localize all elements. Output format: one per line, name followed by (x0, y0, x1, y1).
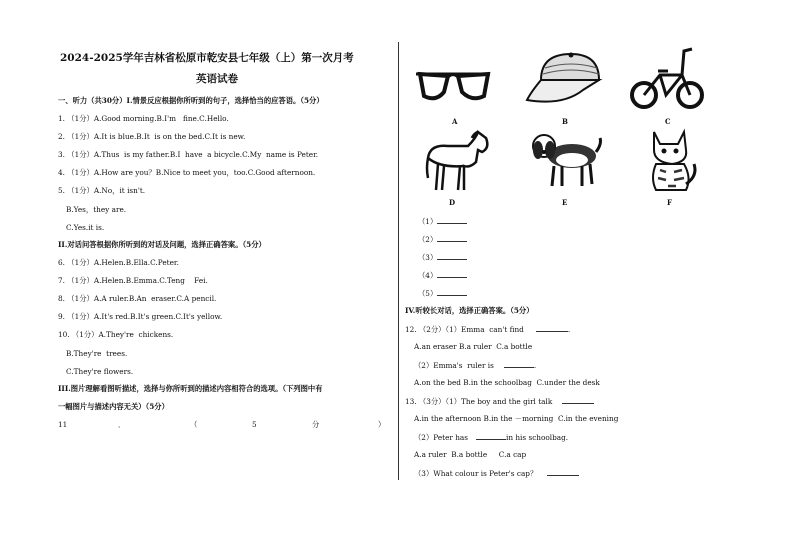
question-8: 8. （1分）A.A ruler.B.An eraser.C.A pencil. (58, 294, 217, 303)
question-9: 9. （1分）A.It's red.B.It's green.C.It's yellow. (58, 312, 223, 321)
question-5-option-b: B.Yes，they are. (66, 205, 127, 214)
question-6: 6. （1分）A.Helen.B.Ella.C.Peter. (58, 258, 179, 267)
question-10: 10. （1分）A.They're chickens. (58, 330, 174, 339)
question-13-part-2: （2）Peter has in his schoolbag. (414, 433, 569, 442)
image-label-d: D (449, 198, 456, 207)
question-13: 13. （3分）（1）The boy and the girl talk (405, 396, 594, 406)
question-12: 12. （2分）（1）Emma can't find . (405, 325, 571, 334)
question-11-unit: 分 (312, 420, 320, 429)
glasses-icon (414, 66, 492, 106)
question-12-part-2: （2）Emma's ruler is . (414, 361, 537, 370)
exam-title: 2024-2025学年吉林省松原市乾安县七年级（上）第一次月考 (60, 52, 354, 64)
cat-icon (644, 128, 700, 194)
image-label-e: E (562, 198, 568, 207)
question-12-options-2: A.on the bed B.in the schoolbag C.under the desk (414, 378, 600, 387)
question-1: 1. （1分）A.Good morning.B.I'm fine.C.Hello. (58, 114, 229, 123)
question-5-option-c: C.Yes.it is. (66, 223, 105, 232)
answer-blank-3: （3） (418, 252, 467, 262)
column-divider (398, 42, 399, 480)
question-10-option-b: B.They're trees. (66, 349, 128, 358)
bicycle-icon (630, 45, 704, 111)
answer-blank-4: （4） (418, 270, 467, 280)
section-3-heading-cont: 一幅图片与描述内容无关）（5分） (58, 402, 169, 411)
question-11-num: 11 (58, 420, 68, 429)
image-label-f: F (667, 198, 672, 207)
section-1-heading: 一、听力（共30分）I.情景反应根据你所听到的句子，选择恰当的应答语。（5分） (58, 96, 324, 105)
question-4: 4. （1分）A.How are you？B.Nice to meet you，too.C.Good afternoon. (58, 168, 316, 177)
question-13-options-1: A.in the afternoon B.in the －morning C.in the evening (414, 414, 619, 423)
image-label-c: C (665, 117, 671, 126)
section-3-heading: III.图片理解看图听描述，选择与你所听到的描述内容相符合的选项。（下列图中有 (58, 384, 323, 393)
question-12-options-1: A.an eraser B.a ruler C.a bottle (414, 342, 533, 351)
question-11-open: （ (190, 420, 198, 429)
answer-blank-5: （5） (418, 288, 467, 298)
horse-icon (420, 128, 494, 194)
dog-icon (528, 128, 602, 190)
answer-blank-2: （2） (418, 234, 467, 244)
question-11-points: 5 (252, 420, 257, 429)
question-13-options-2: A.a ruler B.a bottle C.a cap (414, 450, 527, 459)
question-11-dot: ． (118, 420, 126, 429)
question-3: 3. （1分）A.Thus is my father.B.I have a bicycle.C.My name is Peter. (58, 150, 319, 159)
image-label-a: A (452, 117, 458, 126)
question-2: 2. （1分）A.It is blue.B.It is on the bed.C.It is new. (58, 132, 246, 141)
section-2-heading: II.对话问答根据你所听到的对话及问题，选择正确答案。（5分） (58, 240, 266, 249)
question-13-part-3: （3）What colour is Peter's cap？ (414, 468, 579, 478)
question-10-option-c: C.They're flowers. (66, 367, 134, 376)
question-7: 7. （1分）A.Helen.B.Emma.C.Teng Fei. (58, 276, 208, 285)
question-11-close: ） (378, 420, 386, 429)
answer-blank-1: （1） (418, 216, 467, 226)
section-4-heading: IV.听较长对话，选择正确答案。（5分） (405, 306, 534, 315)
exam-subtitle: 英语试卷 (196, 73, 238, 85)
question-5: 5. （1分）A.No，it isn't. (58, 186, 146, 195)
image-label-b: B (562, 117, 568, 126)
cap-icon (523, 50, 609, 108)
